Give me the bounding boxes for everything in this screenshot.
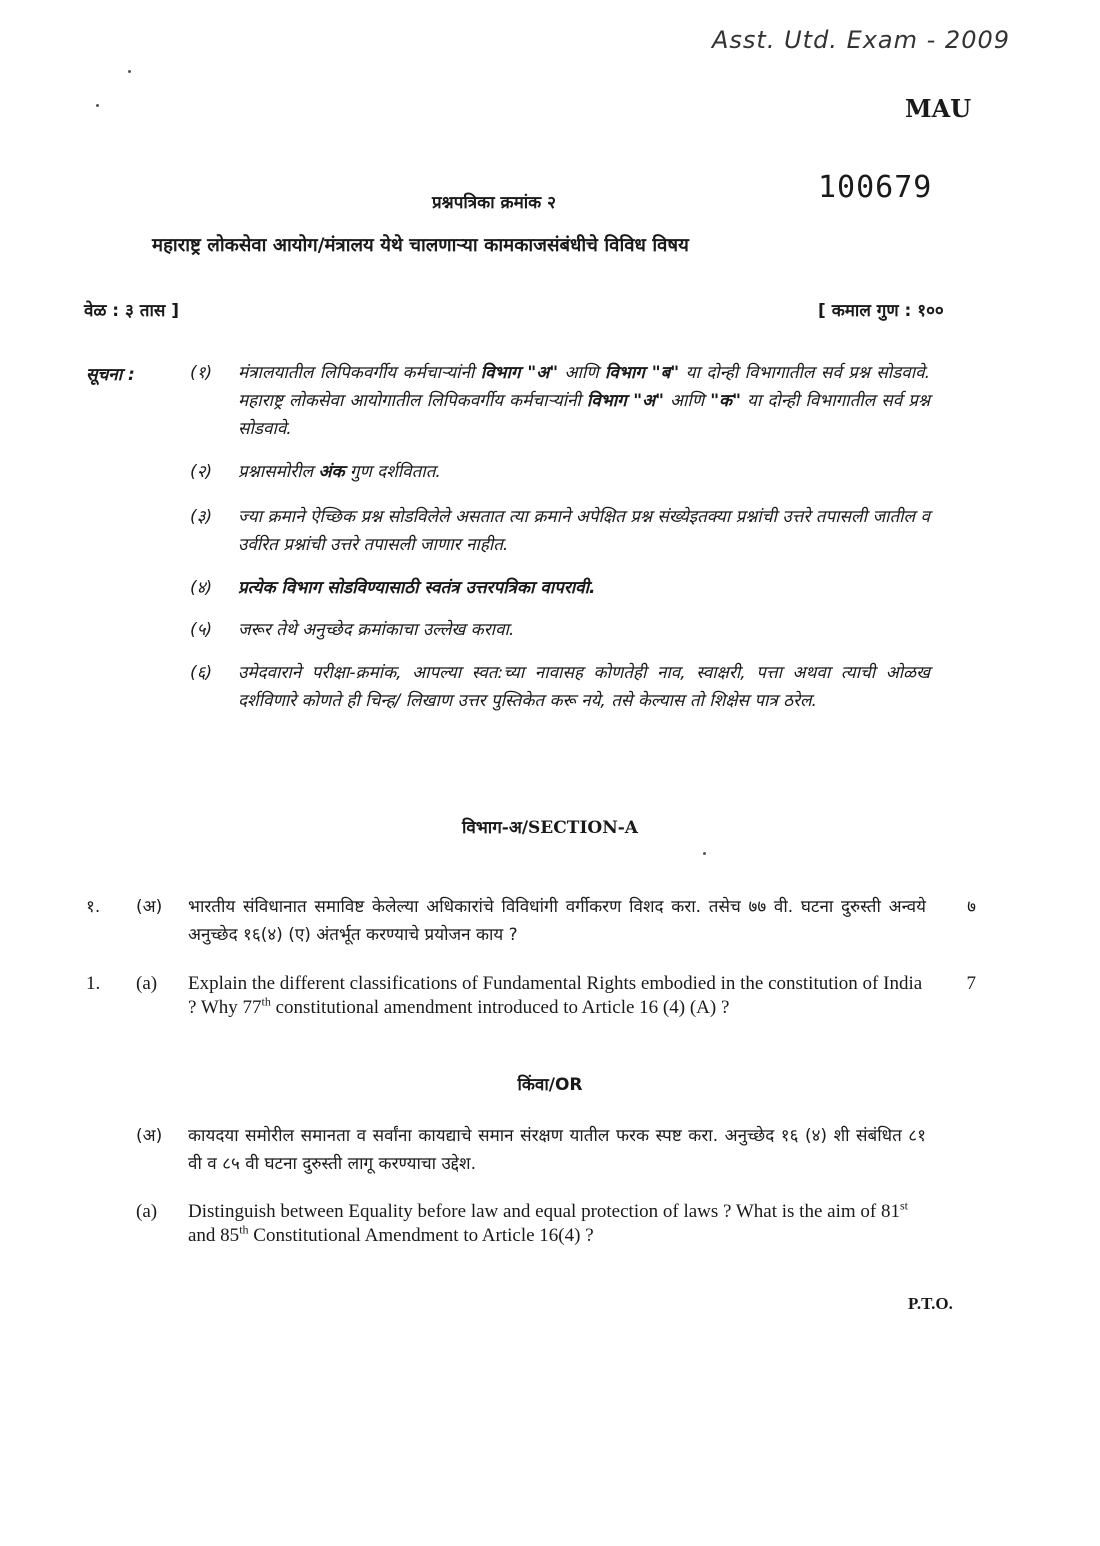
question-marks: ७ bbox=[967, 897, 976, 917]
paper-code: MAU bbox=[905, 94, 972, 123]
instruction-number: (२) bbox=[190, 462, 213, 482]
instructions-label: सूचना : bbox=[86, 365, 135, 385]
section-title: विभाग-अ/SECTION-A bbox=[462, 818, 638, 838]
instruction-item bbox=[190, 616, 930, 644]
instruction-item bbox=[190, 659, 930, 715]
instruction-item bbox=[190, 574, 930, 602]
max-marks-label: [ कमाल गुण : १०० bbox=[818, 301, 944, 321]
question-part: (अ) bbox=[136, 1126, 163, 1146]
instruction-text: मंत्रालयातील लिपिकवर्गीय कर्मचाऱ्यांनी विभाग "अ" आणि विभाग "ब" या दोन्ही विभागातील सर्व प्रश्न सोडवावे. महाराष्ट्र लोकसेवा आयोगातील लिपिकवर्गीय कर्मचाऱ्यांनी विभाग "अ" आणि "क" या दोन्ही विभागातील सर्व प्रश्न सोडवावे. bbox=[238, 363, 930, 439]
instruction-text: उमेदवाराने परीक्षा-क्रमांक, आपल्या स्वत:च्या नावासह कोणतेही नाव, स्वाक्षरी, पत्ता अथवा त्याची ओळख दर्शविणारे कोणते ही चिन्ह/ लिखाण उत्तर पुस्तिकेत करू नये, तसे केल्यास तो शिक्षेस पात्र ठरेल. bbox=[238, 663, 930, 711]
instruction-text: जरूर तेथे अनुच्छेद क्रमांकाचा उल्लेख करावा. bbox=[238, 620, 515, 640]
question-1-english bbox=[86, 972, 976, 1020]
question-1-alt-english bbox=[136, 1200, 926, 1248]
question-part: (अ) bbox=[136, 897, 163, 917]
paper-number-title: प्रश्नपत्रिका क्रमांक २ bbox=[432, 193, 556, 213]
instruction-text: प्रश्नासमोरील अंक गुण दर्शवितात. bbox=[238, 462, 441, 482]
question-text: Explain the different classifications of Fundamental Rights embodied in the constitution of India ? Why 77th constitutional amendment introduced to Article 16 (4) (A) ? bbox=[188, 973, 923, 1018]
scan-speck bbox=[703, 852, 706, 855]
instruction-number: (४) bbox=[190, 578, 213, 598]
question-number: 1. bbox=[86, 973, 101, 994]
question-1-alt-marathi bbox=[136, 1122, 926, 1178]
instruction-item bbox=[190, 458, 930, 486]
instruction-text: प्रत्येक विभाग सोडविण्यासाठी स्वतंत्र उत्तरपत्रिका वापरावी. bbox=[238, 578, 596, 598]
instruction-number: (६) bbox=[190, 663, 213, 683]
question-text: Distinguish between Equality before law and equal protection of laws ? What is the aim of 81st and 85th Constitutional Amendment to Article 16(4) ? bbox=[188, 1198, 908, 1246]
instruction-number: (१) bbox=[190, 363, 213, 383]
instruction-text: ज्या क्रमाने ऐच्छिक प्रश्न सोडविलेले असतात त्या क्रमाने अपेक्षित प्रश्न संख्येइतक्या प्रश्नांची उत्तरे तपासली जातील व उर्वरित प्रश्नांची उत्तरे तपासली जाणार नाहीत. bbox=[238, 507, 930, 555]
scan-speck bbox=[128, 70, 131, 73]
instruction-number: (५) bbox=[190, 620, 213, 640]
instruction-item bbox=[190, 503, 930, 559]
handwritten-note: Asst. Utd. Exam - 2009 bbox=[712, 26, 1011, 54]
main-title: महाराष्ट्र लोकसेवा आयोग/मंत्रालय येथे चालणाऱ्या कामकाजसंबंधीचे विविध विषय bbox=[152, 235, 689, 256]
serial-number: 100679 bbox=[818, 170, 933, 205]
instruction-item bbox=[190, 359, 930, 443]
question-marks: 7 bbox=[966, 973, 976, 994]
instruction-number: (३) bbox=[190, 507, 213, 527]
question-1-marathi bbox=[86, 893, 976, 949]
question-part: (a) bbox=[136, 973, 158, 994]
pto-label: P.T.O. bbox=[908, 1294, 953, 1313]
question-text: कायदया समोरील समानता व सर्वांना कायद्याचे समान संरक्षण यातील फरक स्पष्ट करा. अनुच्छेद १६ (४) शी संबंधित ८१ वी व ८५ वी घटना दुरुस्ती लागू करण्याचा उद्देश. bbox=[188, 1126, 926, 1174]
question-text: भारतीय संविधानात समाविष्ट केलेल्या अधिकारांचे विविधांगी वर्गीकरण विशद करा. तसेच ७७ वी. घटना दुरुस्ती अन्वये अनुच्छेद १६(४) (ए) अंतर्भूत करण्याचे प्रयोजन काय ? bbox=[188, 897, 926, 945]
scan-speck bbox=[96, 104, 99, 107]
time-label: वेळ : ३ तास ] bbox=[84, 301, 180, 321]
question-number: १. bbox=[86, 897, 101, 917]
or-label: किंवा/OR bbox=[517, 1075, 583, 1095]
question-part: (a) bbox=[136, 1201, 158, 1222]
